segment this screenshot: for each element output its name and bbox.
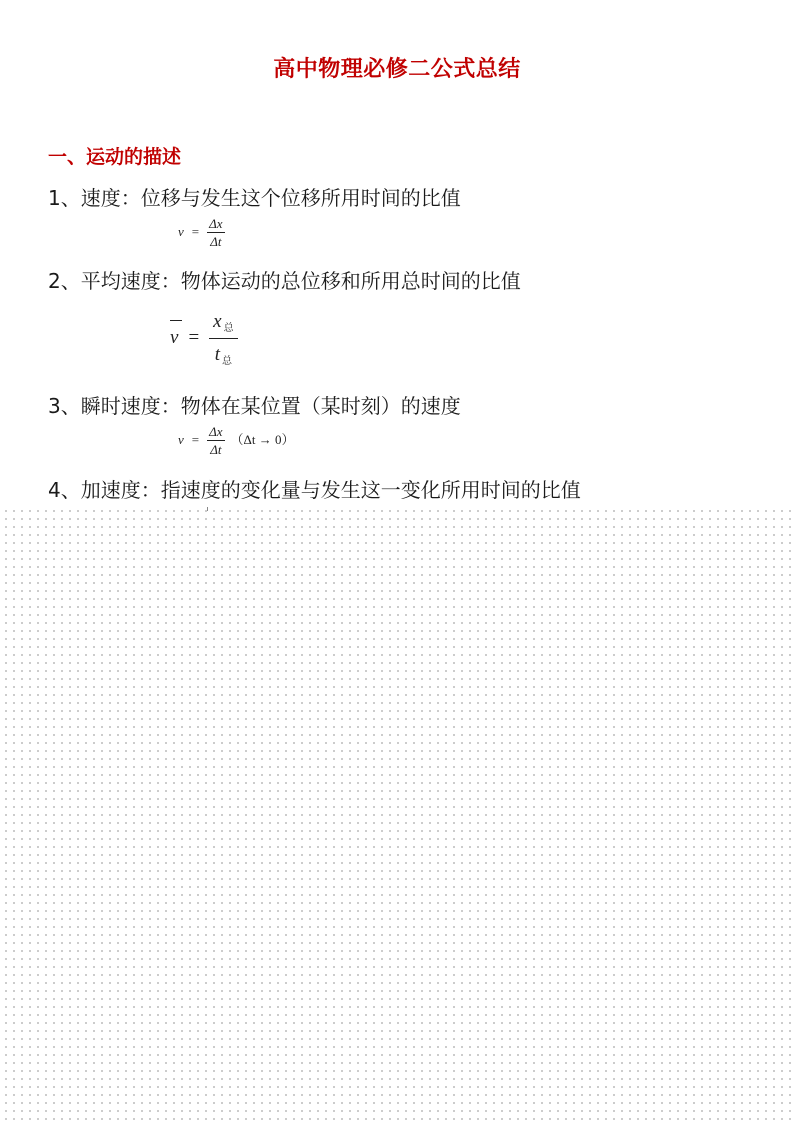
- formula-fraction: [209, 312, 237, 367]
- formula-equals: =: [188, 327, 200, 349]
- formula-numerator: Δx: [209, 216, 223, 231]
- formula-numerator-symbol: x: [213, 311, 222, 332]
- formula-denominator: Δt: [210, 234, 222, 249]
- formula-numerator: [209, 312, 237, 339]
- formula-denominator: [211, 339, 236, 367]
- page-title: 高中物理必修二公式总结: [273, 57, 521, 82]
- formula-lhs: v: [178, 224, 184, 240]
- item-1-text: 1、速度：位移与发生这个位移所用时间的比值: [48, 186, 461, 210]
- formula-equals: =: [191, 432, 200, 448]
- formula-average-velocity: [170, 312, 238, 367]
- item-2-text: 2、平均速度：物体运动的总位移和所用总时间的比值: [48, 269, 521, 293]
- formula-denominator-symbol: t: [214, 344, 221, 365]
- formula-fraction: [207, 217, 224, 248]
- formula-numerator: Δx: [209, 424, 223, 439]
- section-heading: 一、运动的描述: [48, 146, 182, 168]
- item-3-text: 3、瞬时速度：物体在某位置（某时刻）的速度: [48, 394, 461, 418]
- item-4-text: 4、加速度：指速度的变化量与发生这一变化所用时间的比值: [48, 478, 581, 502]
- formula-lhs: v: [170, 327, 179, 349]
- dotted-placeholder-area: [0, 505, 794, 1123]
- formula-equals: =: [191, 224, 200, 240]
- formula-denominator-subscript: 总: [222, 356, 233, 367]
- formula-denominator: Δt: [210, 442, 222, 457]
- formula-velocity: [178, 217, 225, 248]
- formula-lhs: v: [178, 432, 184, 448]
- formula-fraction: [207, 425, 224, 456]
- formula-condition: （Δt → 0）: [230, 432, 295, 448]
- formula-numerator-subscript: 总: [223, 323, 234, 334]
- formula-instant-velocity: [178, 425, 295, 456]
